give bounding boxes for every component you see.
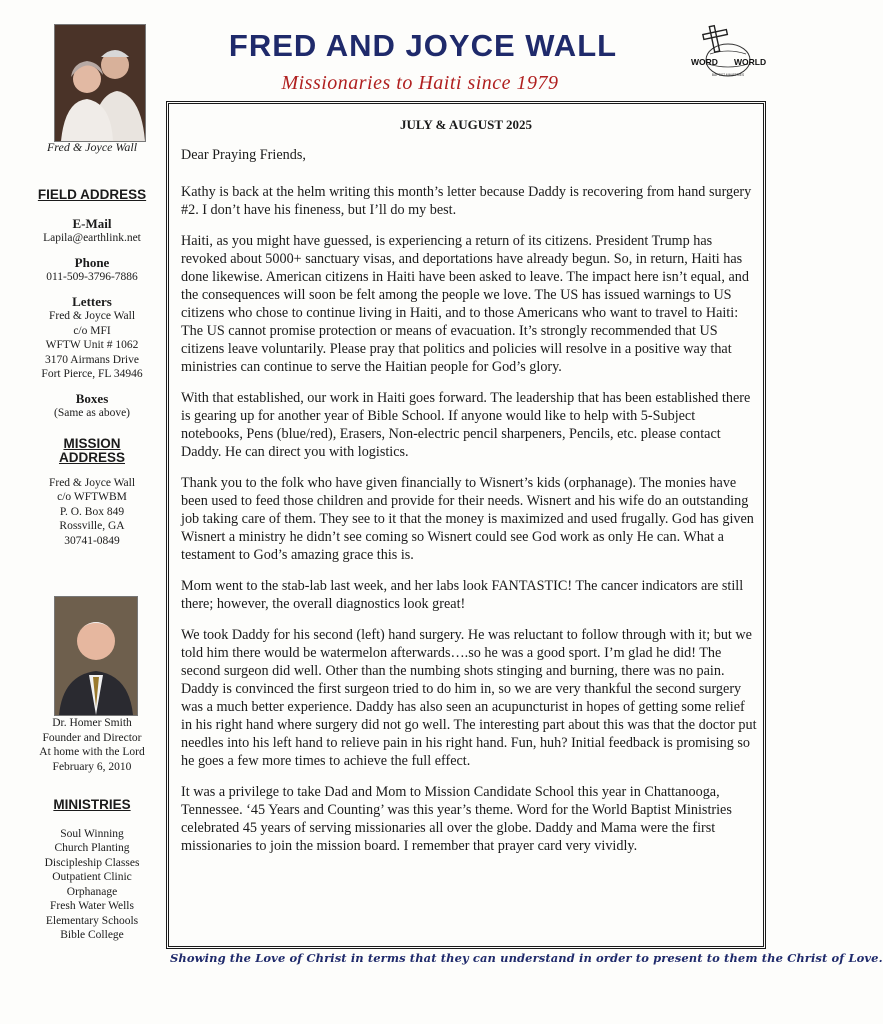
letter-paragraph: Kathy is back at the helm writing this month’s letter because Daddy is recovering from hand surgery #2. I don’t have his fineness, but I’ll do my best. bbox=[181, 184, 752, 218]
letter-paragraph: With that established, our work in Haiti goes forward. The leadership that has been established there is gearing up for another year of Bible School. If anyone would like to help with 5-Subject notebooks, Pens (blue/red), Erasers, Non-electric pencil sharpeners, Pencils, etc. please contact Daddy. He can direct you with logistics. bbox=[181, 390, 751, 460]
founder-line: February 6, 2010 bbox=[52, 760, 132, 773]
letters-line: WFTW Unit # 1062 bbox=[45, 339, 139, 351]
cross-icon bbox=[703, 26, 728, 52]
mission-line: Fred & Joyce Wall bbox=[48, 476, 136, 489]
email-value[interactable]: Lapila@earthlink.net bbox=[43, 232, 141, 244]
sidebar bbox=[22, 140, 162, 155]
ministry-item: Orphanage bbox=[66, 885, 118, 898]
field-address-section bbox=[22, 188, 162, 548]
logo-word: WORD bbox=[691, 57, 718, 67]
boxes-label: Boxes bbox=[75, 390, 109, 406]
newsletter-title: FRED AND JOYCE WALL bbox=[228, 28, 618, 63]
ministry-item: Elementary Schools bbox=[45, 914, 139, 927]
letter-paragraph: Haiti, as you might have guessed, is experiencing a return of its citizens. President Trump has revoked about 5000+ sanctuary visas, and deportations have already begun. So, in return, Haiti has done likewise. American citizens in Haiti have been asked to leave. The impact here isn’t equal, and the consequences will soon be felt among the people we love. The US has issued warnings to US citizens who chose to continue living in Haiti, and to those Americans who want to travel to Haiti: The US cannot promise protection or means of evacuation. It’s strongly recommended that US citizens leave voluntarily. Please pray that politics and policies will resolve in a positive way that ministries can continue to serve the Haitian people for God’s glory. bbox=[181, 233, 749, 375]
ministry-item: Soul Winning bbox=[60, 827, 124, 840]
letter-paragraph: It was a privilege to take Dad and Mom to Mission Candidate School this year in Chattanooga, Tennessee. ‘45 Years and Counting’ was this year’s theme. Word for the World Baptist Ministries celebrated 45 years of serving missionaries all over the globe. Daddy and Mama were the first missionaries to join the mission board. I remember that prayer card very vividly. bbox=[181, 784, 732, 854]
mission-heading: MISSION bbox=[63, 435, 121, 451]
ministry-item: Church Planting bbox=[54, 842, 130, 854]
logo-subtext: BAPTIST MINISTRIES bbox=[711, 73, 745, 77]
letter-date: JULY & AUGUST 2025 bbox=[399, 117, 533, 132]
mission-line: c/o WFTWBM bbox=[57, 491, 127, 503]
mission-line: 30741-0849 bbox=[64, 534, 120, 547]
letter-body bbox=[181, 146, 759, 868]
ministry-item: Fresh Water Wells bbox=[50, 900, 134, 912]
letters-line: c/o MFI bbox=[73, 324, 111, 337]
email-label: E-Mail bbox=[72, 215, 112, 231]
ministry-item: Discipleship Classes bbox=[44, 856, 140, 869]
footer-motto: Showing the Love of Christ in terms that they can understand in order to present to them the Christ of Love. bbox=[170, 951, 883, 965]
couple-photo bbox=[54, 24, 146, 142]
letters-label: Letters bbox=[72, 293, 112, 309]
mission-heading: ADDRESS bbox=[58, 450, 125, 465]
logo-world: WORLD bbox=[734, 57, 767, 67]
letters-line: Fred & Joyce Wall bbox=[48, 310, 136, 322]
mission-logo bbox=[688, 20, 768, 90]
phone-value: 011-509-3796-7886 bbox=[46, 271, 138, 283]
founder-line: At home with the Lord bbox=[39, 746, 145, 758]
founder-photo bbox=[54, 596, 138, 716]
newsletter-tagline: Missionaries to Haiti since 1979 bbox=[281, 72, 559, 94]
founder-line: Dr. Homer Smith bbox=[52, 717, 132, 729]
boxes-value: (Same as above) bbox=[54, 407, 130, 419]
letter-paragraph: Mom went to the stab-lab last week, and her labs look FANTASTIC! The cancer indicators are still there; however, the overall diagnostics look great! bbox=[181, 578, 744, 612]
letter-greeting: Dear Praying Friends, bbox=[181, 147, 306, 163]
letters-line: 3170 Airmans Drive bbox=[45, 353, 139, 366]
founder-section bbox=[22, 716, 162, 943]
ministries-heading: MINISTRIES bbox=[53, 797, 131, 812]
letter-paragraph: Thank you to the folk who have given financially to Wisnert’s kids (orphanage). The monies have been used to feed those children and provide for their needs. Wisnert and his wife do an outstanding job taking care of them. They see to it that the money is maximized and used frugally. God has given Wisnert a ministry he didn’t see coming so Wisnert could see God work as only He can. What a testament to God’s amazing grace this is. bbox=[181, 475, 754, 563]
field-address-heading: FIELD ADDRESS bbox=[37, 187, 147, 202]
phone-label: Phone bbox=[74, 254, 110, 270]
ministry-item: Outpatient Clinic bbox=[52, 871, 132, 883]
mission-line: P. O. Box 849 bbox=[59, 505, 125, 518]
letter-paragraph: We took Daddy for his second (left) hand surgery. He was reluctant to follow through with it; but we told him there would be watermelon afterwards….so he was a good sport. I’m glad he did! The second surgeon did well. Other than the numbing shots stinging and burning, there was no pain. Daddy is convinced the first surgeon tried to do him in, so we are very thankful the second surgery was a much better experience. Daddy has also seen an acupuncturist in hopes of getting some relief in his right hand where surgery did not go well. The interesting part about this was that the doctor put needles into his left hand to relieve pain in his right hand. Fun, huh? Initial feedback is promising so he goes a few more times to achieve the full effect. bbox=[181, 627, 757, 769]
letters-line: Fort Pierce, FL 34946 bbox=[41, 368, 143, 380]
photo-caption: Fred & Joyce Wall bbox=[46, 140, 138, 154]
ministry-item: Bible College bbox=[60, 929, 124, 941]
founder-line: Founder and Director bbox=[42, 731, 142, 744]
mission-line: Rossville, GA bbox=[59, 520, 125, 532]
